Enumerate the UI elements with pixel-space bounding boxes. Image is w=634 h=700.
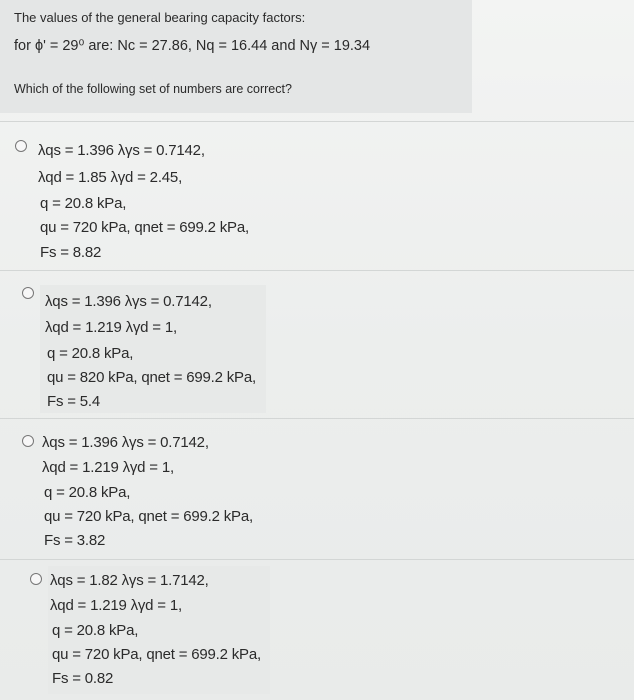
answer-option-1[interactable] bbox=[0, 122, 634, 270]
option-line: q = 20.8 kPa, bbox=[44, 484, 131, 501]
option-line: Fs = 3.82 bbox=[44, 532, 106, 549]
option-line: λqs = 1.396 λγs = 0.7142, bbox=[42, 434, 209, 451]
radio-button[interactable] bbox=[22, 287, 34, 299]
answer-option-3[interactable] bbox=[0, 419, 634, 559]
option-line: qu = 720 kPa, qnet = 699.2 kPa, bbox=[44, 508, 253, 525]
question-box bbox=[0, 0, 472, 113]
option-line: q = 20.8 kPa, bbox=[47, 345, 134, 362]
option-line: Fs = 0.82 bbox=[52, 670, 114, 687]
question-intro: The values of the general bearing capacity factors: bbox=[14, 10, 306, 25]
option-line: Fs = 8.82 bbox=[40, 244, 102, 261]
option-line: qu = 720 kPa, qnet = 699.2 kPa, bbox=[52, 646, 261, 663]
option-line: λqd = 1.85 λγd = 2.45, bbox=[38, 169, 183, 186]
question-factors: for ϕ' = 29⁰ are: Nc = 27.86, Nq = 16.44 and Nγ = 19.34 bbox=[14, 38, 371, 54]
option-line: Fs = 5.4 bbox=[47, 393, 101, 410]
answer-option-2[interactable] bbox=[0, 271, 634, 417]
option-line: λqd = 1.219 λγd = 1, bbox=[50, 597, 182, 614]
option-line: λqd = 1.219 λγd = 1, bbox=[42, 459, 174, 476]
option-line: λqd = 1.219 λγd = 1, bbox=[45, 319, 177, 336]
radio-button[interactable] bbox=[22, 435, 34, 447]
question-prompt: Which of the following set of numbers are correct? bbox=[14, 82, 292, 96]
option-line: q = 20.8 kPa, bbox=[40, 195, 127, 212]
option-line: λqs = 1.396 λγs = 0.7142, bbox=[38, 142, 205, 159]
answer-option-4[interactable] bbox=[0, 560, 634, 700]
radio-button[interactable] bbox=[30, 573, 42, 585]
option-line: λqs = 1.82 λγs = 1.7142, bbox=[50, 572, 209, 589]
option-line: qu = 720 kPa, qnet = 699.2 kPa, bbox=[40, 219, 249, 236]
option-line: q = 20.8 kPa, bbox=[52, 622, 139, 639]
option-line: qu = 820 kPa, qnet = 699.2 kPa, bbox=[47, 369, 256, 386]
option-line: λqs = 1.396 λγs = 0.7142, bbox=[45, 293, 212, 310]
radio-button[interactable] bbox=[15, 140, 27, 152]
